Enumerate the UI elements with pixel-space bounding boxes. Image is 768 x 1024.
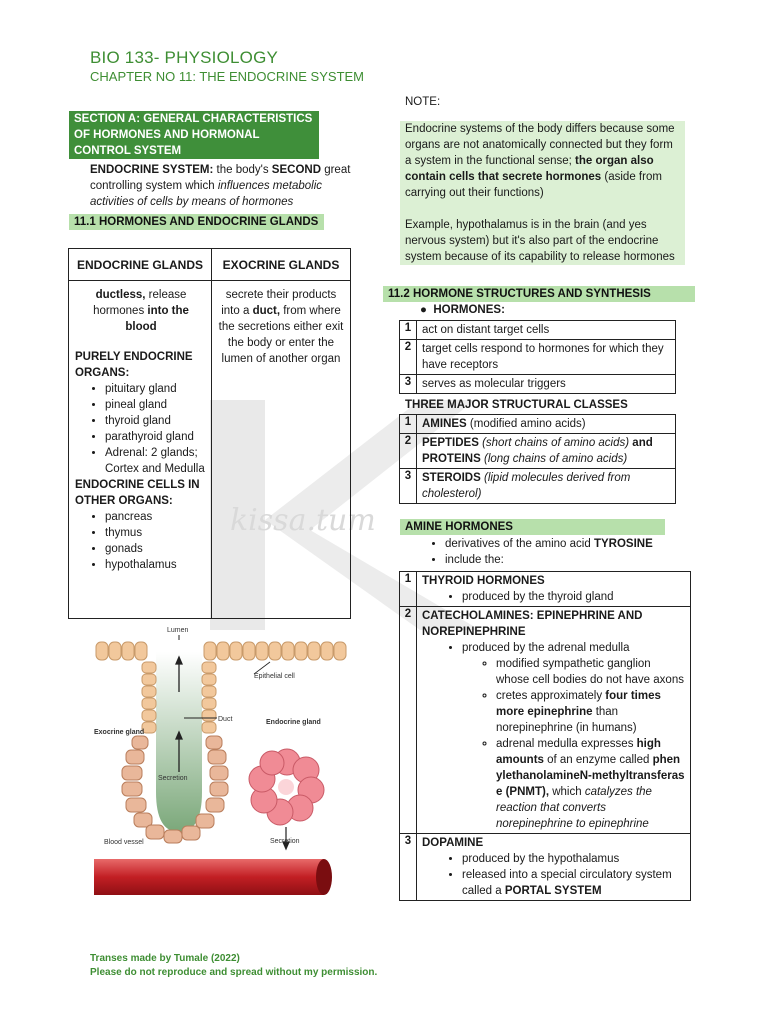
- label-blood-vessel: Blood vessel: [104, 839, 144, 846]
- glands-table: [68, 248, 351, 619]
- endocrine-desc: ductless, release hormones into the blood: [93, 289, 189, 333]
- label-lumen: Lumen: [167, 627, 189, 634]
- amine-hormones-heading: AMINE HORMONES: [400, 519, 665, 535]
- footer-credit: Transes made by Tumale (2022): [90, 953, 240, 964]
- note-paragraph-2: Example, hypothalamus is in the brain (and yes nervous system) but it's also part of the endocrine system because of its capability to release hormones: [405, 219, 675, 263]
- endocrine-cell-item: • pancreas: [105, 509, 207, 525]
- note-label: NOTE:: [405, 96, 441, 108]
- purely-endocrine-item: • thyroid gland: [105, 413, 207, 429]
- endocrine-cell-item: • hypothalamus: [105, 557, 207, 573]
- amine-bullets: [405, 536, 675, 568]
- label-duct: Duct: [218, 716, 233, 723]
- amine-bullet-tyrosine: • derivatives of the amino acid TYROSINE: [445, 536, 675, 552]
- section-a-heading: SECTION A: GENERAL CHARACTERISTICS OF HORMONES AND HORMONAL CONTROL SYSTEM: [69, 111, 319, 159]
- row-catecholamines: CATECHOLAMINES: EPINEPHRINE AND NOREPINEPHRINE • produced by the adrenal medulla ◦ modified sympathetic ganglion whose cell bodies do not have axons ◦ cretes approximately four times more epinephrine than norepinephrine (in humans) ◦ adrenal medulla expresses high amounts of an enzyme called phenylethanolamineN-methyltransferase (PNMT), which catalyzes the reaction that converts norepinephrine to epinephrine: [417, 607, 691, 834]
- purely-endocrine-item: • Adrenal: 2 glands; Cortex and Medulla: [105, 445, 207, 477]
- hormones-label: ● HORMONES:: [420, 304, 505, 316]
- label-endocrine-gland: Endocrine gland: [266, 719, 321, 726]
- class-amines: AMINES (modified amino acids): [417, 415, 676, 434]
- hormone-row: [400, 375, 676, 394]
- class-steroids: STEROIDS (lipid molecules derived from cholesterol): [417, 469, 676, 504]
- hormone-row: [400, 340, 676, 375]
- label-secretion-left: Secretion: [158, 775, 188, 782]
- chapter-subtitle: CHAPTER NO 11: THE ENDOCRINE SYSTEM: [90, 69, 365, 84]
- note-box: [400, 121, 685, 265]
- endocrine-cell: [69, 281, 212, 619]
- amine-table: 1 THYROID HORMONES • produced by the thyroid gland 2 CATECHOLAMINES: EPINEPHRINE AND NOREPINEPHRINE • produced by the adrenal medulla ◦ modified sympathetic ganglion whose cell bodies do not have axons ◦ cretes approximately four times more epinephrine than norepinephrine (in humans) ◦ adrenal medulla expresses high amounts of an enzyme called phenylethanolamineN-methyltransferase (PNMT), which catalyzes the reaction that converts norepinephrine to epinephrine 3 DOPAMINE • produced by the hypothalamus • released into a special circulatory system called a PORTAL SYSTEM: [399, 571, 691, 901]
- hormone-row-text: act on distant target cells: [417, 321, 676, 340]
- purely-endocrine-label: PURELY ENDOCRINE ORGANS:: [75, 351, 193, 379]
- exocrine-cell: secrete their products into a duct, from where the secretions either exit the body or enter the lumen of another organ: [212, 281, 351, 619]
- purely-endocrine-list: [75, 381, 207, 477]
- purely-endocrine-item: • pineal gland: [105, 397, 207, 413]
- purely-endocrine-item: • pituitary gland: [105, 381, 207, 397]
- hormone-row: [400, 321, 676, 340]
- endocrine-cell-item: • gonads: [105, 541, 207, 557]
- endocrine-cells-label: ENDOCRINE CELLS IN OTHER ORGANS:: [75, 479, 200, 507]
- hormone-row-number: 1: [400, 321, 417, 340]
- label-exocrine-gland: Exocrine gland: [94, 729, 145, 736]
- hormone-row-text: serves as molecular triggers: [417, 375, 676, 394]
- footer: [90, 952, 377, 980]
- hormone-row-text: target cells respond to hormones for which they have receptors: [417, 340, 676, 375]
- watermark-text: kissa.tum: [230, 503, 376, 538]
- note-paragraph-1: Endocrine systems of the body differs because some organs are not anatomically connected but they form a system in the functional sense; the organ also contain cells that secrete hormones (aside from carrying out their functions): [405, 123, 675, 199]
- classes-label: THREE MAJOR STRUCTURAL CLASSES: [405, 399, 628, 411]
- subsection-11-2-heading: 11.2 HORMONE STRUCTURES AND SYNTHESIS: [383, 286, 695, 302]
- purely-endocrine-item: • parathyroid gland: [105, 429, 207, 445]
- row-dopamine: DOPAMINE • produced by the hypothalamus • released into a special circulatory system called a PORTAL SYSTEM: [417, 834, 691, 901]
- hormone-row-number: 2: [400, 340, 417, 375]
- label-secretion-right: Secretion: [270, 838, 300, 845]
- classes-table: 1 AMINES (modified amino acids) 2 PEPTIDES (short chains of amino acids) and PROTEINS (long chains of amino acids) 3 STEROIDS (lipid molecules derived from cholesterol): [399, 414, 676, 504]
- subsection-11-1-heading: 11.1 HORMONES AND ENDOCRINE GLANDS: [69, 214, 324, 230]
- amine-bullet-include: • include the:: [445, 552, 675, 568]
- class-peptides-proteins: PEPTIDES (short chains of amino acids) and PROTEINS (long chains of amino acids): [417, 434, 676, 469]
- endocrine-definition: ENDOCRINE SYSTEM: the body's SECOND great controlling system which influences metabolic activities of cells by means of hormones: [90, 164, 351, 208]
- footer-permission: Please do not reproduce and spread without my permission.: [90, 967, 378, 978]
- hormone-row-number: 3: [400, 375, 417, 394]
- page-title: BIO 133- PHYSIOLOGY: [90, 48, 279, 67]
- row-thyroid-hormones: THYROID HORMONES • produced by the thyroid gland: [417, 572, 691, 607]
- col-header-exocrine: EXOCRINE GLANDS: [212, 249, 351, 281]
- gland-diagram: [94, 622, 352, 902]
- col-header-endocrine: ENDOCRINE GLANDS: [69, 249, 212, 281]
- hormones-table: [399, 320, 676, 394]
- label-epithelial-cell: Epithelial cell: [254, 673, 295, 680]
- endocrine-cell-item: • thymus: [105, 525, 207, 541]
- endocrine-cells-list: [75, 509, 207, 573]
